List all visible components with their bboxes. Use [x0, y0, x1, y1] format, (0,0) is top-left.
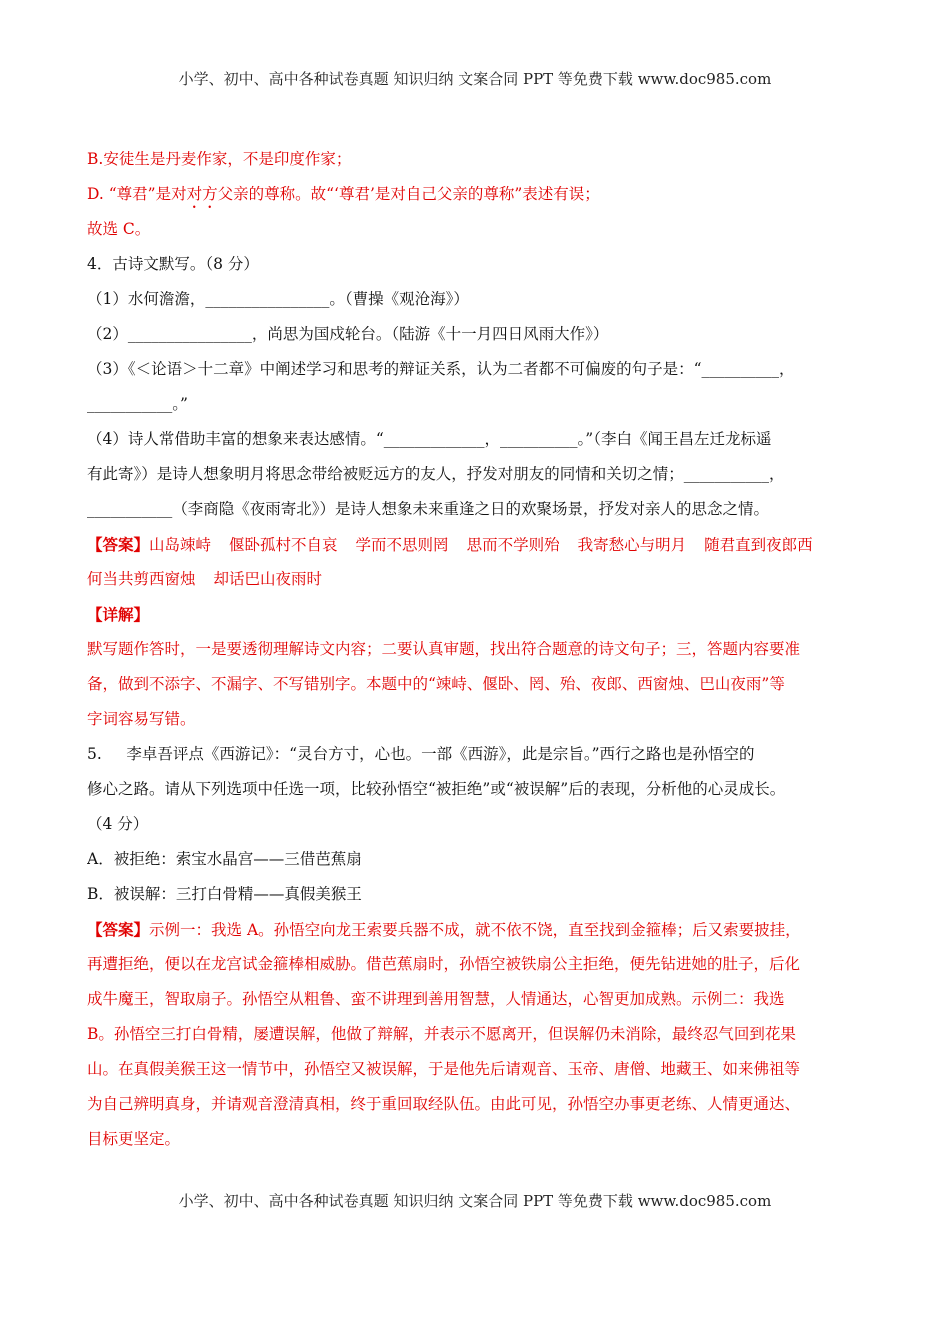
page-header: 小学、初中、高中各种试卷真题 知识归纳 文案合同 PPT 等免费下载 www.doc985.com — [178, 70, 772, 88]
q3-conclusion: 故选 C。 — [87, 220, 151, 238]
q5-answer-line: 再遭拒绝，便以在龙宫试金箍棒相威胁。借芭蕉扇时，孙悟空被铁扇公主拒绝，便先钻进她的肚子，后化 — [87, 955, 801, 973]
answer-item: 我寄愁心与明月 — [577, 536, 687, 554]
q5-title-cont: 修心之路。请从下列选项中任选一项，比较孙悟空“被拒绝”或“被误解”后的表现，分析他的心灵成长。 — [87, 780, 786, 798]
q3-option-b-explanation: B.安徒生是丹麦作家，不是印度作家； — [87, 150, 352, 168]
q4-detail-line: 默写题作答时，一是要透彻理解诗文内容；二要认真审题，找出符合题意的诗文句子；三，答题内容要准 — [87, 640, 801, 658]
q4-answer-cont — [87, 562, 863, 597]
q5-option-a: A．被拒绝：索宝水晶宫——三借芭蕉扇 — [87, 850, 362, 868]
answer-item: 何当共剪西窗烛 — [87, 570, 196, 588]
q5-title: 5. 李卓吾评点《西游记》：“灵台方寸，心也。一部《西游》，此是宗旨。”西行之路也是孙悟空的 — [87, 745, 755, 763]
answer-item: 学而不思则罔 — [355, 536, 449, 554]
q3-d-emphasis: 对方 — [186, 185, 218, 203]
q4-detail-line: 备，做到不添字、不漏字、不写错别字。本题中的“竦峙、偃卧、罔、殆、夜郎、西窗烛、巴山夜雨”等 — [87, 675, 785, 693]
q4-title: 4．古诗文默写。（8 分） — [87, 255, 259, 273]
answer-item: 却话巴山夜雨时 — [213, 570, 323, 588]
q4-item-3-cont: ___________。” — [87, 395, 188, 413]
q4-item-4-cont-2: ___________（李商隐《夜雨寄北》）是诗人想象未来重逢之日的欢聚场景，抒发对亲人的思念之情。 — [87, 500, 770, 518]
q5-option-b: B．被误解：三打白骨精——真假美猴王 — [87, 885, 362, 903]
answer-label: 【答案】 — [87, 535, 150, 554]
q5-answer-line: 为自己辨明真身，并请观音澄清真相，终于重回取经队伍。由此可见，孙悟空办事更老练、人情更通达、 — [87, 1095, 801, 1113]
q4-detail-line: 字词容易写错。 — [87, 710, 196, 728]
q4-item-4: （4）诗人常借助丰富的想象来表达感情。“_____________，__________。”（李白《闻王昌左迁龙标遥 — [87, 430, 772, 448]
answer-item: 偃卧孤村不自哀 — [229, 536, 338, 554]
answer-label: 【答案】 — [87, 920, 150, 939]
q5-answer-first: 示例一：我选 A。孙悟空向龙王索要兵器不成，就不依不饶，直至找到金箍棒；后又索要披挂， — [149, 921, 801, 939]
q5-answer-line: 成牛魔王，智取扇子。孙悟空从粗鲁、蛮不讲理到善用智慧，人情通达，心智更加成熟。示例二：我选 — [87, 990, 785, 1008]
q5-answer — [87, 912, 863, 947]
q4-item-2: （2）________________，尚思为国戍轮台。（陆游《十一月四日风雨大作》） — [87, 325, 609, 343]
q4-item-3: （3）《＜论语＞十二章》中阐述学习和思考的辩证关系，认为二者都不可偏废的句子是：“__________， — [87, 360, 795, 378]
q3-d-post: 父亲的尊称。故“‘尊君’是对自己父亲的尊称”表述有误； — [217, 185, 600, 203]
q3-d-pre: D. “尊君”是对 — [87, 185, 187, 203]
q5-answer-line: B。孙悟空三打白骨精，屡遭误解，他做了辩解，并表示不愿离开，但误解仍未消除，最终忍气回到花果 — [87, 1025, 796, 1043]
q4-answer — [87, 527, 863, 562]
document-body — [87, 142, 863, 1157]
q5-score: （4 分） — [87, 815, 149, 833]
answer-item: 随君直到夜郎西 — [704, 536, 813, 554]
q5-answer-line: 目标更坚定。 — [87, 1130, 181, 1148]
q4-item-4-cont: 有此寄》）是诗人想象明月将思念带给被贬远方的友人，抒发对朋友的同情和关切之情；___________， — [87, 465, 785, 483]
q4-detail-label: 【详解】 — [87, 605, 150, 624]
answer-item: 思而不学则殆 — [466, 536, 560, 554]
q4-item-1: （1）水何澹澹，________________。（曹操《观沧海》） — [87, 290, 469, 308]
q3-option-d-explanation — [87, 177, 863, 212]
page-footer: 小学、初中、高中各种试卷真题 知识归纳 文案合同 PPT 等免费下载 www.doc985.com — [178, 1192, 772, 1210]
answer-item: 山岛竦峙 — [149, 536, 212, 554]
q5-answer-line: 山。在真假美猴王这一情节中，孙悟空又被误解，于是他先后请观音、玉帝、唐僧、地藏王、如来佛祖等 — [87, 1060, 801, 1078]
